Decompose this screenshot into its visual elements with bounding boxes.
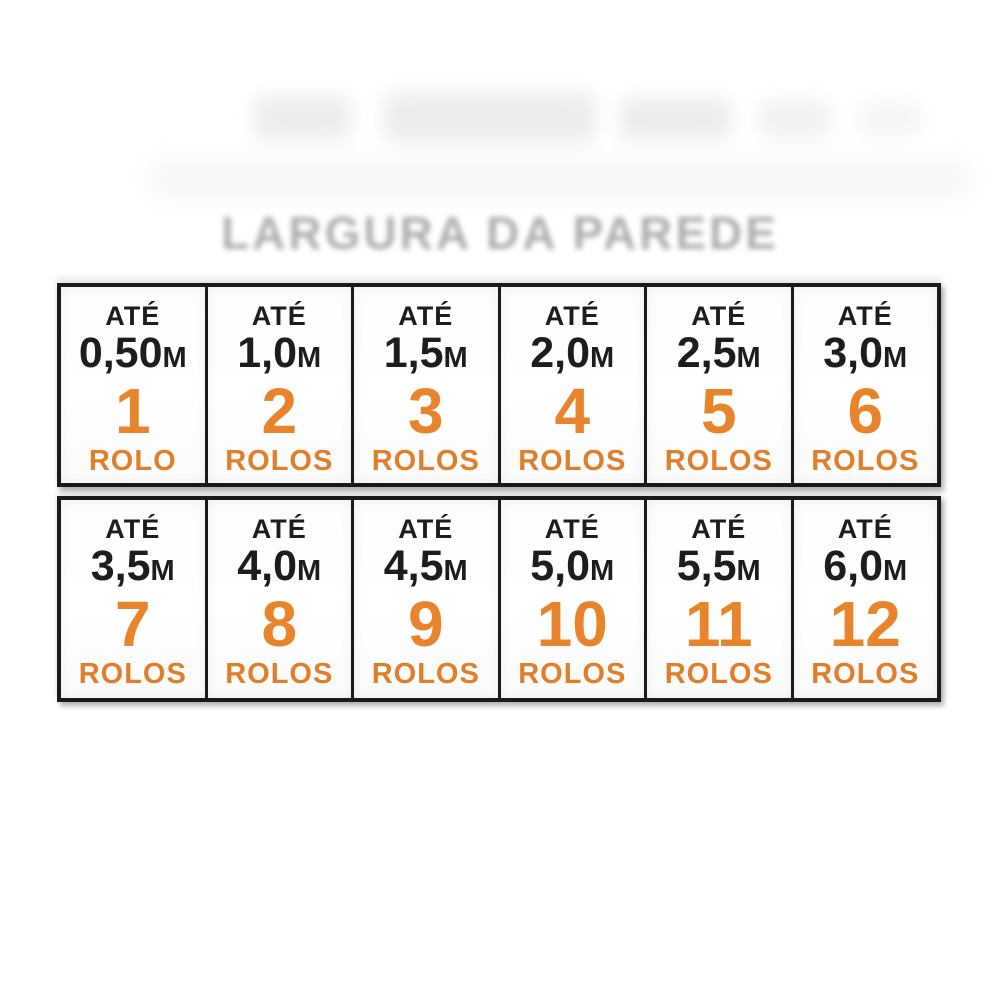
cell-prefix: ATÉ (251, 301, 307, 331)
cell-measure-value: 3,5 (90, 542, 151, 591)
cell-roll-label: ROLOS (664, 445, 773, 478)
cell-roll-label: ROLOS (371, 658, 480, 691)
table-cell (205, 287, 352, 483)
cell-measure (677, 331, 761, 376)
table-cell (498, 500, 645, 698)
cell-measure-value: 0,50 (78, 329, 163, 378)
table-cell (791, 500, 938, 698)
cell-measure (237, 331, 321, 376)
cell-measure-value: 5,5 (676, 542, 737, 591)
cell-roll-count: 11 (684, 588, 753, 661)
ghost-text-artifact (860, 102, 920, 136)
cell-roll-count: 12 (829, 588, 901, 661)
cell-prefix: ATÉ (837, 514, 893, 544)
cell-measure (530, 544, 614, 589)
cell-measure-unit: M (297, 342, 322, 375)
table-cell (498, 287, 645, 483)
ghost-text-artifact (760, 100, 830, 138)
cell-roll-label: ROLOS (518, 445, 627, 478)
cell-measure-value: 5,0 (530, 542, 591, 591)
cell-roll-count: 9 (407, 588, 444, 661)
cell-measure-unit: M (883, 342, 908, 375)
cell-roll-label: ROLOS (371, 445, 480, 478)
cell-roll-count: 6 (847, 375, 884, 448)
cell-measure (384, 544, 468, 589)
cell-measure-value: 2,5 (676, 329, 737, 378)
cell-prefix: ATÉ (691, 514, 747, 544)
cell-measure (823, 331, 907, 376)
cell-roll-label: ROLOS (811, 658, 920, 691)
cell-measure-unit: M (150, 555, 175, 588)
table-cell (61, 287, 205, 483)
cell-measure-unit: M (443, 342, 468, 375)
cell-prefix: ATÉ (105, 514, 161, 544)
cell-prefix: ATÉ (398, 301, 454, 331)
cell-prefix: ATÉ (691, 301, 747, 331)
cell-roll-label: ROLO (88, 445, 177, 478)
cell-measure-unit: M (297, 555, 322, 588)
cell-roll-count: 3 (407, 375, 444, 448)
cell-measure (677, 544, 761, 589)
cell-measure-value: 2,0 (530, 329, 591, 378)
ghost-text-artifact (620, 98, 730, 140)
cell-roll-label: ROLOS (811, 445, 920, 478)
cell-prefix: ATÉ (398, 514, 454, 544)
cell-measure-unit: M (590, 342, 615, 375)
cell-roll-count: 1 (114, 375, 151, 448)
ghost-text-artifact (385, 92, 595, 142)
cell-measure-unit: M (736, 342, 761, 375)
cell-roll-count: 2 (261, 375, 298, 448)
table-cell (61, 500, 205, 698)
cell-prefix: ATÉ (544, 301, 600, 331)
cell-measure (384, 331, 468, 376)
table-row (57, 496, 941, 702)
cell-roll-count: 8 (261, 588, 298, 661)
cell-roll-label: ROLOS (518, 658, 627, 691)
cell-prefix: ATÉ (544, 514, 600, 544)
cell-measure-unit: M (162, 342, 187, 375)
cell-roll-count: 10 (536, 588, 608, 661)
cell-roll-label: ROLOS (664, 658, 773, 691)
ghost-text-artifact (255, 96, 350, 140)
cell-measure-value: 4,0 (237, 542, 298, 591)
cell-measure (530, 331, 614, 376)
table-cell (644, 287, 791, 483)
cell-prefix: ATÉ (837, 301, 893, 331)
cell-measure-value: 1,0 (237, 329, 298, 378)
cell-measure-unit: M (736, 555, 761, 588)
table-cell (791, 287, 938, 483)
cell-roll-count: 5 (700, 375, 737, 448)
table-cell (351, 287, 498, 483)
cell-measure-unit: M (443, 555, 468, 588)
table-cell (351, 500, 498, 698)
cell-measure-value: 3,0 (823, 329, 884, 378)
table-row (57, 283, 941, 487)
cell-roll-label: ROLOS (225, 445, 334, 478)
cell-measure-value: 6,0 (823, 542, 884, 591)
cell-measure (237, 544, 321, 589)
cell-measure-unit: M (883, 555, 908, 588)
ghost-smear-artifact (150, 165, 970, 193)
cell-measure-unit: M (590, 555, 615, 588)
table-heading-largura-da-parede: LARGURA DA PAREDE (221, 207, 779, 259)
cell-roll-label: ROLOS (225, 658, 334, 691)
table-cell (644, 500, 791, 698)
cell-measure-value: 4,5 (383, 542, 444, 591)
table-cell (205, 500, 352, 698)
cell-prefix: ATÉ (251, 514, 307, 544)
cell-roll-count: 7 (114, 588, 151, 661)
cell-roll-label: ROLOS (78, 658, 187, 691)
cell-prefix: ATÉ (105, 301, 161, 331)
cell-measure (91, 544, 175, 589)
cell-roll-count: 4 (554, 375, 591, 448)
cell-measure (79, 331, 187, 376)
cell-measure-value: 1,5 (383, 329, 444, 378)
cell-measure (823, 544, 907, 589)
